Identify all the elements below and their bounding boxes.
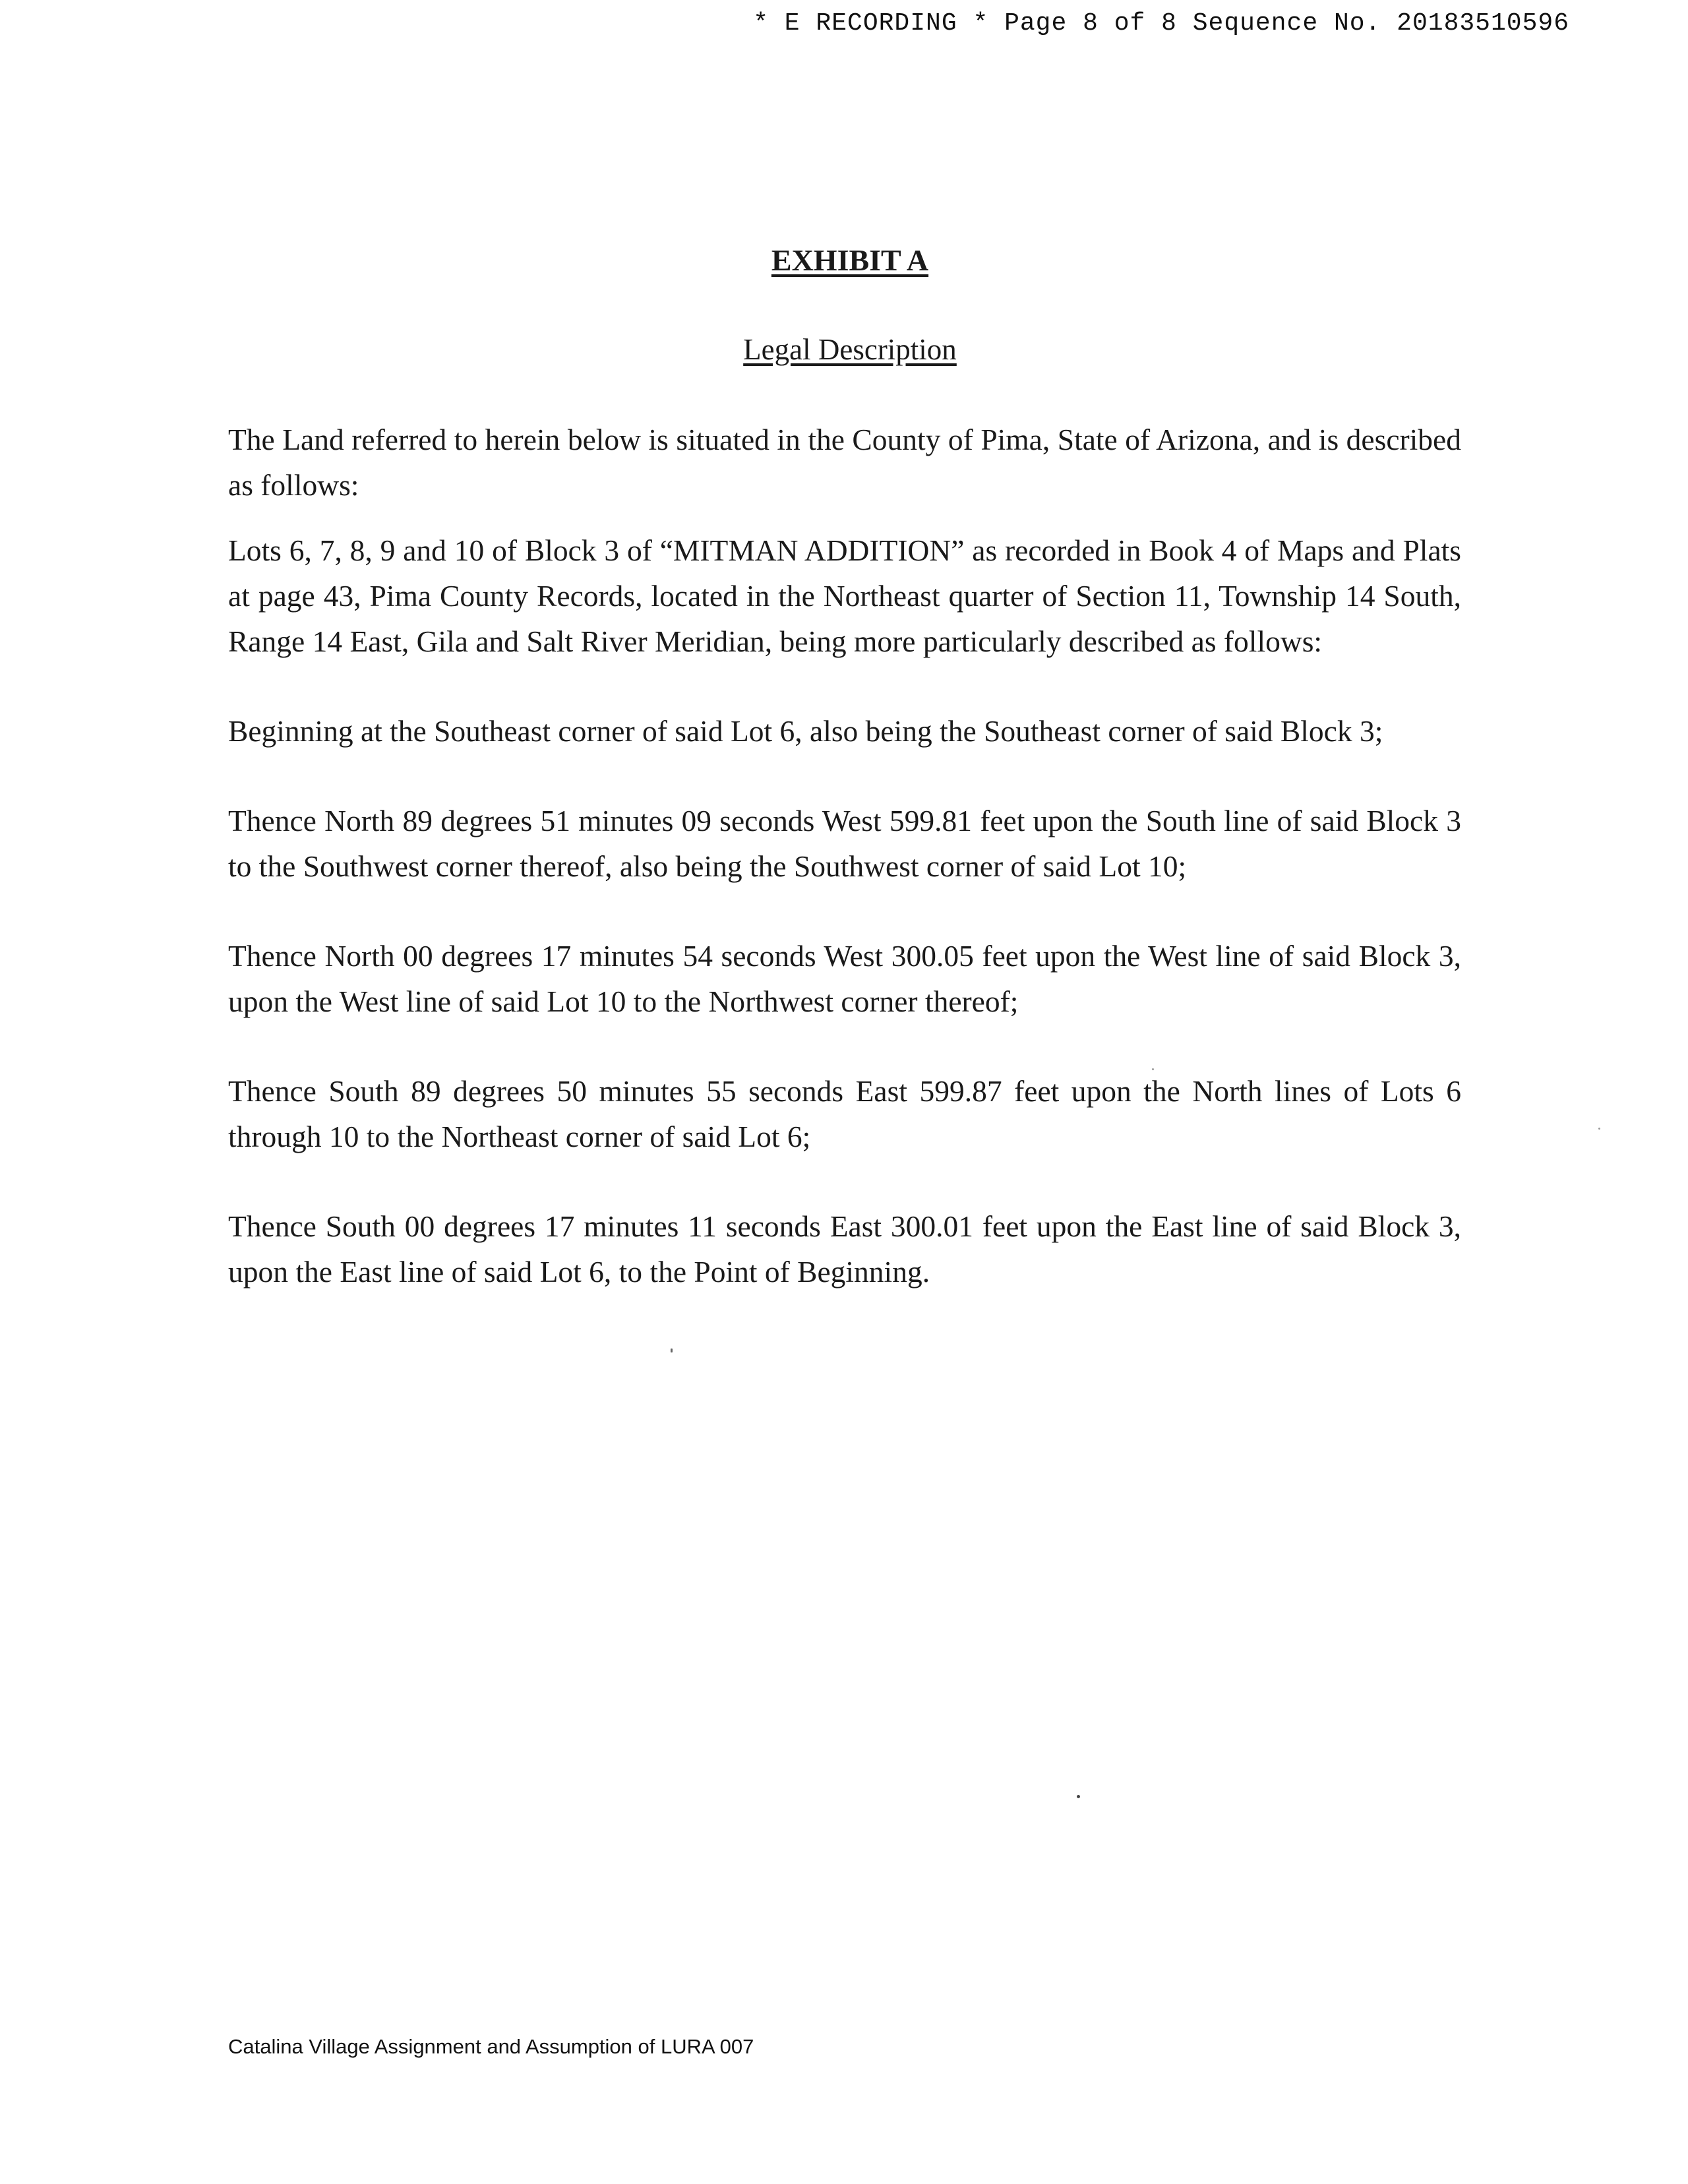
scan-speck (671, 1349, 673, 1352)
scan-speck (1152, 1068, 1154, 1070)
paragraph-course-2: Thence North 00 degrees 17 minutes 54 seconds West 300.05 feet upon the West line of said Block 3, upon the West line of said Lot 10 to the Northwest corner thereof; (228, 939, 1461, 1018)
recording-header: * E RECORDING * Page 8 of 8 Sequence No. 20183510596 (753, 9, 1569, 38)
scan-speck (1598, 1128, 1600, 1130)
paragraph-lots: Lots 6, 7, 8, 9 and 10 of Block 3 of “MITMAN ADDITION” as recorded in Book 4 of Maps and Plats at page 43, Pima County Records, located in the Northeast quarter of Section 11, Township 14 South, Range 14 East, Gila and Salt River Meridian, being more particularly described as follows: (228, 533, 1461, 658)
paragraph-intro: The Land referred to herein below is situated in the County of Pima, State of Arizona, and is described as follows: (228, 423, 1461, 502)
legal-description-body (228, 417, 1461, 1339)
scan-speck (1077, 1795, 1080, 1798)
paragraph-beginning: Beginning at the Southeast corner of said Lot 6, also being the Southeast corner of said Block 3; (228, 714, 1383, 748)
exhibit-title: EXHIBIT A (771, 243, 929, 277)
paragraph-course-4: Thence South 00 degrees 17 minutes 11 seconds East 300.01 feet upon the East line of said Block 3, upon the East line of said Lot 6, to the Point of Beginning. (228, 1209, 1461, 1289)
paragraph-course-3: Thence South 89 degrees 50 minutes 55 seconds East 599.87 feet upon the North lines of Lots 6 through 10 to the Northeast corner of said Lot 6; (228, 1074, 1461, 1153)
exhibit-subtitle: Legal Description (743, 333, 957, 366)
paragraph-course-1: Thence North 89 degrees 51 minutes 09 seconds West 599.81 feet upon the South line of said Block 3 to the Southwest corner thereof, also being the Southwest corner of said Lot 10; (228, 804, 1461, 883)
document-footer: Catalina Village Assignment and Assumption of LURA 007 (228, 2035, 754, 2058)
